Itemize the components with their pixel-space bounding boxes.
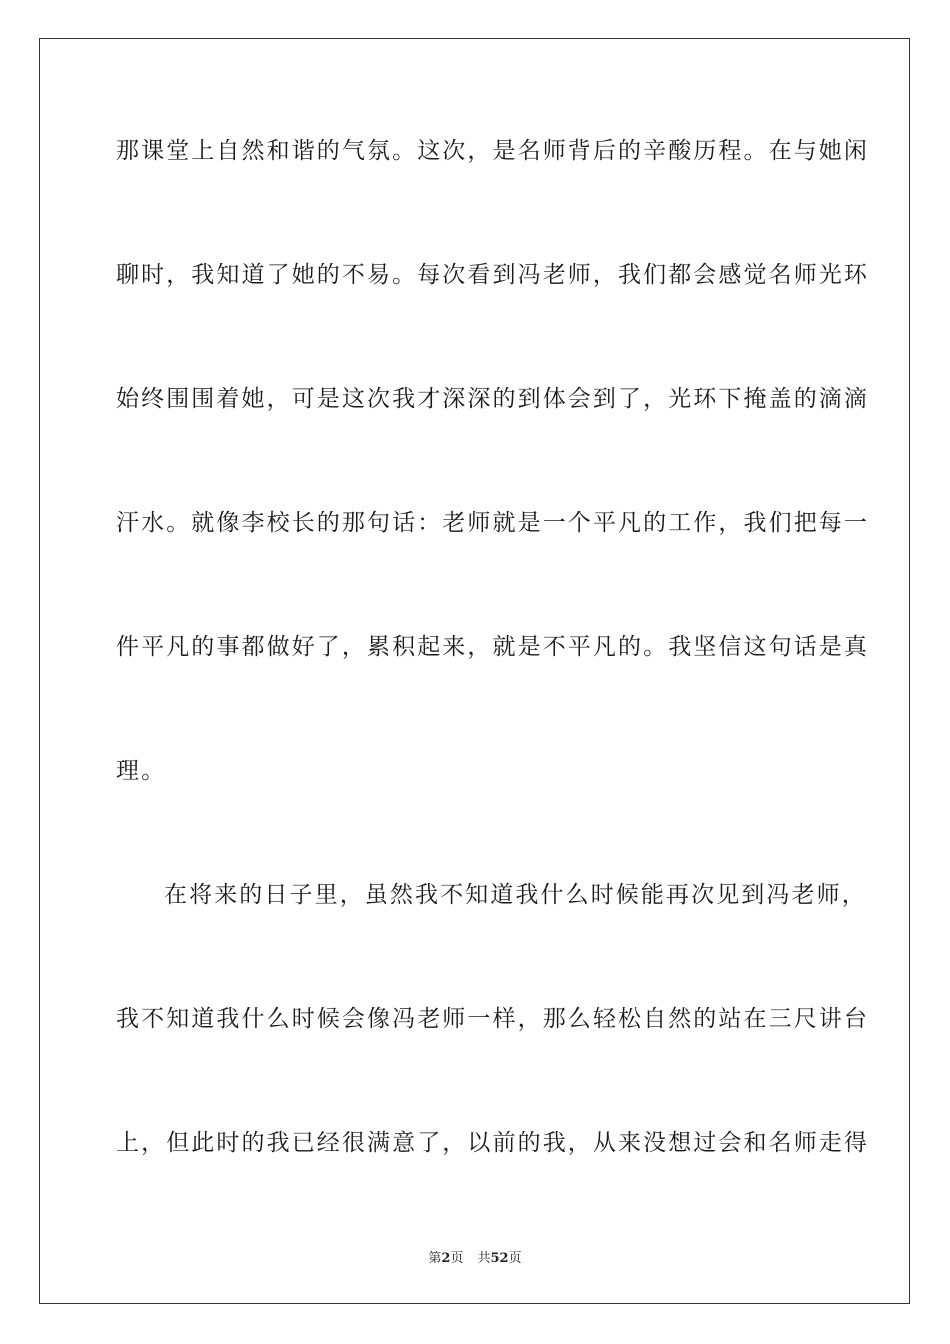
total-suffix: 页 — [508, 1251, 522, 1266]
body-text-line: 始终围围着她，可是这次我才深深的到体会到了，光环下掩盖的滴滴 — [116, 386, 869, 412]
page-number: 2 — [441, 1251, 451, 1266]
body-text-line: 汗水。就像李校长的那句话：老师就是一个平凡的工作，我们把每一 — [116, 510, 869, 536]
body-text-line: 上，但此时的我已经很满意了，以前的我，从来没想过会和名师走得 — [116, 1130, 869, 1156]
total-prefix: 共 — [477, 1251, 491, 1266]
page-suffix: 页 — [450, 1251, 464, 1266]
body-text-line: 理。 — [116, 758, 167, 784]
page-prefix: 第 — [428, 1251, 442, 1266]
body-text-line: 件平凡的事都做好了，累积起来，就是不平凡的。我坚信这句话是真 — [116, 634, 869, 660]
total-pages: 52 — [490, 1251, 509, 1266]
body-text-line: 聊时，我知道了她的不易。每次看到冯老师，我们都会感觉名师光环 — [116, 262, 869, 288]
page-border — [39, 38, 910, 1304]
body-text-line: 我不知道我什么时候会像冯老师一样，那么轻松自然的站在三尺讲台 — [116, 1006, 869, 1032]
body-text-line: 那课堂上自然和谐的气氛。这次，是名师背后的辛酸历程。在与她闲 — [116, 138, 869, 164]
paragraph-first-line: 在将来的日子里，虽然我不知道我什么时候能再次见到冯老师， — [164, 882, 867, 908]
page-footer — [0, 1247, 950, 1266]
